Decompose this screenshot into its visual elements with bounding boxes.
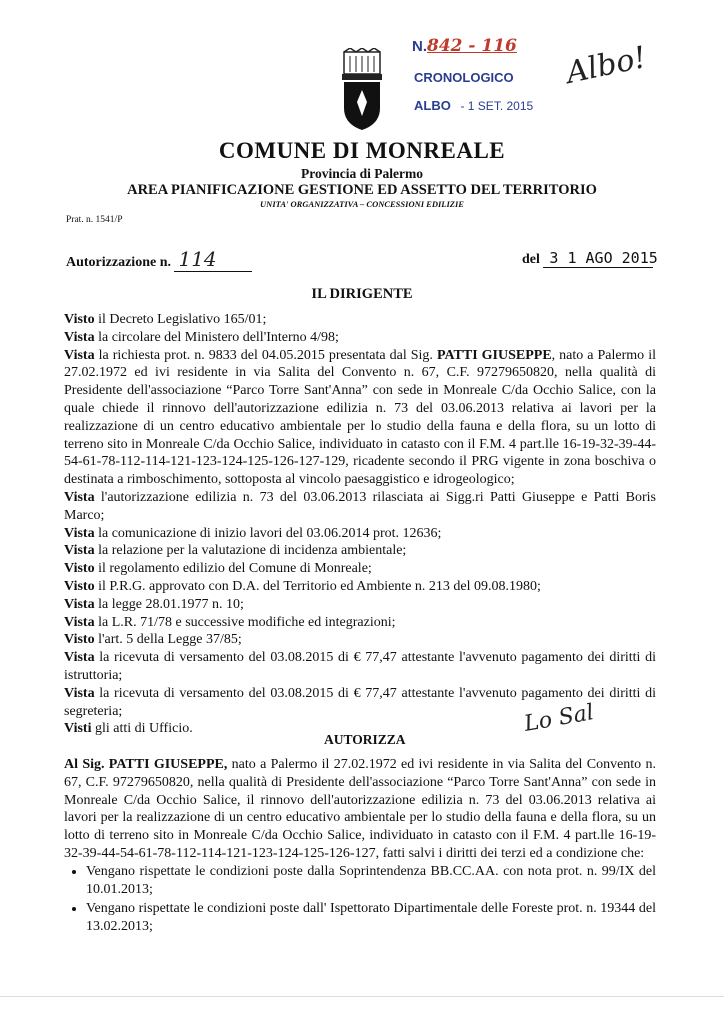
condition-item: • Vengano rispettate le condizioni poste dall' Ispettorato Dipartimentale delle Foreste prot. n. 19344 del 13.02.2013; [86,900,656,936]
premise-keyword: Visti [64,721,92,737]
premise-keyword: Vista [64,685,95,701]
premise-text: la ricevuta di versamento del 03.08.2015 di € 77,47 attestante l'avvenuto pagamento dei diritti di istruttoria; [64,650,656,683]
authorization-date: 3 1 AGO 2015 [543,249,653,268]
stamp-albo-label: ALBO [414,98,451,113]
premise-text: il regolamento edilizio del Comune di Monreale; [94,561,372,577]
crown-shield-icon [336,48,388,130]
applicant-name: PATTI GIUSEPPE [436,347,552,363]
premise-keyword: Visto [64,561,95,577]
premise-item [64,311,656,329]
premise-text: l'autorizzazione edilizia n. 73 del 03.06.2013 rilasciata ai Sigg.ri Patti Giuseppe e Patti Boris Marco; [64,489,656,523]
premise-item [64,614,656,632]
premise-keyword: Visto [64,578,95,594]
authorization-number: 114 [174,247,252,272]
premise-item [64,347,656,489]
stamp-number-value: 842 - 116 [427,36,517,56]
dirigente-heading: IL DIRIGENTE [311,286,413,302]
premise-item [64,560,656,578]
premise-text: la legge 28.01.1977 n. 10; [94,596,244,612]
premise-text-continued: , nato a Palermo il 27.02.1972 ed ivi residente in via Salita del Convento n. 67, C.F. 97279650820, nella qualità di Presidente dell'associazione “Parco Torre Sant'Anna” con sede in Monreale C/da Occhio Salice, con la quale chiede il rinnovo dell'autorizzazione edilizia n. 73 del 03.06.2013 relativa ai lavori per la realizzazione di un centro educativo ambientale per lo studio della fauna e della flora, su un lotto di terreno sito in Monreale C/da Occhio Salice, individuato in catasto con il F.M. 4 part.lle 16-19-32-39-44-54-61-78-112-114-121-123-124-125-126-127-129, ricadente secondo il PRG vigente in zona boschiva o destinata a rimboschimento, sottoposta al vincolo paesaggistico e idrogeologico; [64,347,656,488]
premise-keyword: Visto [64,312,95,327]
premise-item [64,649,656,685]
municipality-title: COMUNE DI MONREALE [218,138,506,163]
stamp-number [412,36,517,56]
premise-item [64,542,656,560]
premise-item [64,489,656,525]
coat-of-arms-emblem [336,48,388,130]
autorizza-heading: AUTORIZZA [324,732,406,747]
premise-text: la ricevuta di versamento del 03.08.2015 di € 77,47 attestante l'avvenuto pagamento dei diritti di segreteria; [64,685,656,719]
premise-keyword: Visto [64,632,95,648]
premise-keyword: Vista [64,543,95,559]
page-bottom-divider [0,996,724,997]
premises-list [64,311,656,738]
premise-item [64,596,656,614]
premise-keyword: Vista [64,525,95,541]
premise-text: gli atti di Ufficio. [91,721,193,737]
province-label: Provincia di Palermo [301,166,423,181]
condition-item: • Vengano rispettate le condizioni poste dalla Soprintendenza BB.CC.AA. con nota prot. n. 99/IX del 10.01.2013; [86,863,656,899]
handwritten-signature: Lo Sal [522,700,596,737]
date-label: del [522,252,540,267]
stamp-cronologico: CRONOLOGICO [414,70,514,85]
premise-text: la relazione per la valutazione di incidenza ambientale; [94,543,407,559]
department-area: AREA PIANIFICAZIONE GESTIONE ED ASSETTO DEL TERRITORIO [127,182,597,198]
premise-keyword: Vista [64,489,95,505]
premise-keyword: Vista [64,614,95,630]
premise-item [64,329,656,347]
practice-number: Prat. n. 1541/P [66,215,123,225]
stamp-albo-date: - 1 SET. 2015 [460,99,534,113]
premise-keyword: Vista [64,329,95,345]
recipient-name: Al Sig. PATTI GIUSEPPE, [64,757,228,772]
conditions-list [64,863,656,936]
premise-text: la L.R. 71/78 e successive modifiche ed integrazioni; [94,614,396,630]
premise-text: l'art. 5 della Legge 37/85; [94,632,242,648]
premise-keyword: Vista [64,347,95,363]
authorization-text: nato a Palermo il 27.02.1972 ed ivi residente in via Salita del Convento n. 67, C.F. 97279650820, nella qualità di Presidente dell'associazione “Parco Torre Sant'Anna” con sede in Monreale C/da Occhio Salice, il rinnovo dell'autorizzazione edilizia n. 73 del 03.06.2013 relativa ai lavori per la realizzazione di un centro educativo ambientale per lo studio della fauna e della flora, su un lotto di terreno sito in Monreale C/da Occhio Salice, individuato in catasto con il F.M. 4 part.lle 16-19-32-39-44-54-61-78-112-114-121-123-124-125-126-127, fatti salvi i diritti dei terzi ed a condizione che: [64,757,656,861]
premise-keyword: Vista [64,650,95,666]
premise-text: il Decreto Legislativo 165/01; [94,312,267,327]
authorization-label: Autorizzazione n. [66,255,171,270]
stamp-number-label: N. [412,38,427,55]
authorization-body [64,756,656,938]
premise-keyword: Vista [64,596,95,612]
premise-text: la circolare del Ministero dell'Interno 4/98; [94,329,339,345]
premise-item [64,631,656,649]
premise-item [64,525,656,543]
organizational-unit: UNITA' ORGANIZZATIVA – CONCESSIONI EDILIZIE [260,199,464,209]
protocol-stamp [412,36,562,116]
premise-text: la comunicazione di inizio lavori del 03.06.2014 prot. 12636; [94,525,442,541]
authorization-date-line [522,249,658,268]
premise-item [64,578,656,596]
premise-text: la richiesta prot. n. 9833 del 04.05.2015 presentata dal Sig. [94,347,437,363]
premise-text: il P.R.G. approvato con D.A. del Territorio ed Ambiente n. 213 del 09.08.1980; [94,578,541,594]
handwritten-albo-note: Albo! [563,40,650,91]
authorization-number-line [66,247,252,272]
